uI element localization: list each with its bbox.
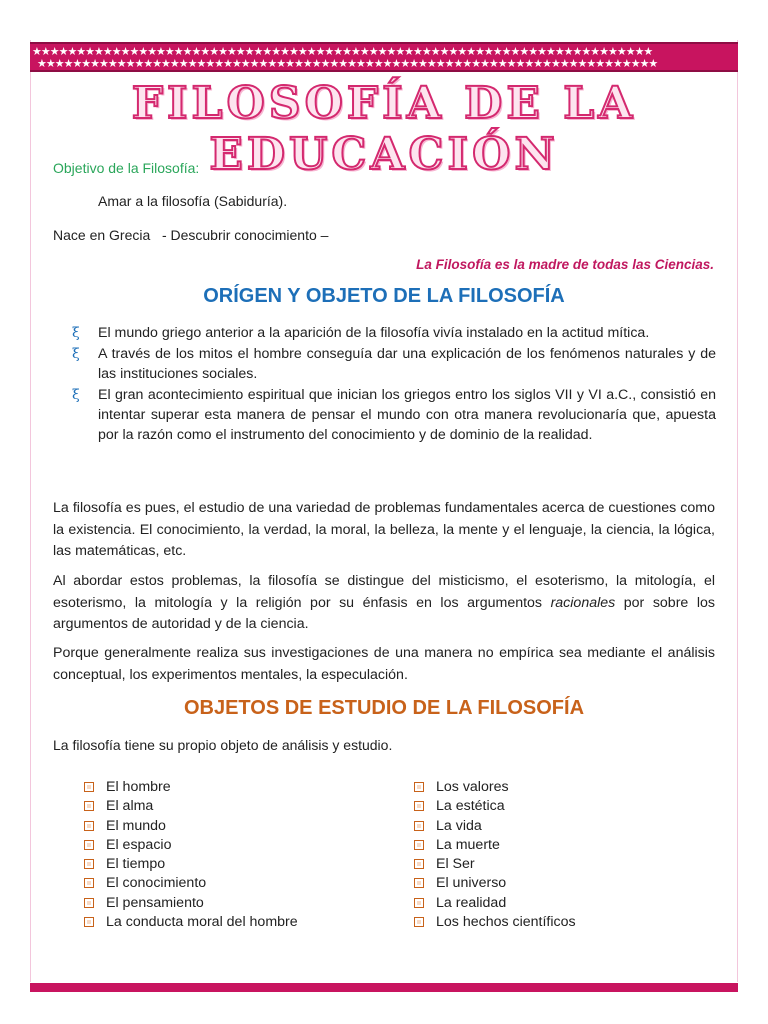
list-item-label: Los hechos científicos	[436, 914, 576, 931]
list-item	[84, 913, 298, 932]
origin-bullet-list	[72, 323, 716, 446]
star-header-band	[30, 42, 738, 72]
bullet-text: A través de los mitos el hombre conseguía dar una explicación de los fenómenos naturales y de las instituciones sociales.	[98, 346, 716, 382]
list-item	[414, 894, 576, 913]
square-box-icon	[414, 821, 424, 831]
list-item-label: La muerte	[436, 836, 500, 853]
star-icon-row: ★★★★★★★★★★★★★★★★★★★★★★★★★★★★★★★★★★★★★★★★★★★★★★★★★★★★★★★★★★★★★★★★★★★★★★	[32, 45, 653, 58]
list-item	[72, 385, 716, 445]
list-item	[84, 817, 298, 836]
page-title: FILOSOFÍA DE LA EDUCACIÓN	[131, 78, 637, 180]
list-item-label: La conducta moral del hombre	[106, 914, 298, 931]
list-item	[84, 874, 298, 893]
square-box-icon	[84, 859, 94, 869]
square-box-icon	[84, 821, 94, 831]
list-item	[414, 836, 576, 855]
section-intro: La filosofía tiene su propio objeto de análisis y estudio.	[53, 737, 393, 753]
square-box-icon	[414, 840, 424, 850]
list-item	[84, 797, 298, 816]
square-box-icon	[414, 878, 424, 888]
list-item	[72, 344, 716, 384]
list-item-label: El universo	[436, 875, 507, 892]
list-item	[72, 323, 716, 343]
list-item	[84, 836, 298, 855]
list-item	[414, 874, 576, 893]
paragraph-method: Porque generalmente realiza sus investigaciones de una manera no empírica sea mediante el análisis conceptual, los experimentos mentales, la especulación.	[53, 645, 715, 683]
footer-bar	[30, 983, 738, 992]
square-box-icon	[84, 801, 94, 811]
list-item	[414, 913, 576, 932]
list-item-label: El pensamiento	[106, 894, 204, 911]
list-item-label: El conocimiento	[106, 875, 207, 892]
origin-line: Nace en Grecia - Descubrir conocimiento –	[53, 227, 329, 243]
list-item-label: El hombre	[106, 779, 171, 795]
list-item	[414, 855, 576, 874]
paragraph-text: Al abordar estos problemas, la filosofía se distingue del misticismo, el esoterismo, la mitología, el esoterismo, la mitología y la religión por su énfasis en los argumentos	[53, 573, 715, 611]
paragraph-definition: La filosofía es pues, el estudio de una variedad de problemas fundamentales acerca de cuestiones como la existencia. El conocimiento, la verdad, la moral, la belleza, la mente y el lenguaje, la ciencia, la lógica, las matemáticas, etc.	[53, 500, 715, 559]
square-box-icon	[414, 898, 424, 908]
list-item	[84, 894, 298, 913]
list-item	[84, 778, 298, 797]
list-item	[414, 778, 576, 797]
section-heading-objects: OBJETOS DE ESTUDIO DE LA FILOSOFÍA	[183, 697, 585, 719]
list-item	[414, 797, 576, 816]
square-box-icon	[84, 878, 94, 888]
star-icon-row: ★★★★★★★★★★★★★★★★★★★★★★★★★★★★★★★★★★★★★★★★★★★★★★★★★★★★★★★★★★★★★★★★★★★★★★	[37, 57, 658, 70]
list-item-label: Los valores	[436, 779, 509, 795]
square-box-icon	[84, 782, 94, 792]
list-item	[414, 817, 576, 836]
xi-bullet-icon: ξ	[72, 346, 80, 362]
section-heading-origin: ORÍGEN Y OBJETO DE LA FILOSOFÍA	[203, 285, 565, 307]
study-objects-list-left	[84, 778, 298, 932]
list-item	[84, 855, 298, 874]
square-box-icon	[414, 801, 424, 811]
paragraph-distinction	[53, 571, 715, 636]
square-box-icon	[84, 917, 94, 927]
list-item-label: El alma	[106, 798, 154, 815]
square-box-icon	[84, 840, 94, 850]
xi-bullet-icon: ξ	[72, 387, 80, 403]
objective-text: Amar a la filosofía (Sabiduría).	[98, 193, 288, 209]
square-box-icon	[414, 782, 424, 792]
square-box-icon	[84, 898, 94, 908]
list-item-label: La vida	[436, 817, 482, 834]
list-item-label: La estética	[436, 798, 505, 815]
philosophy-quote: La Filosofía es la madre de todas las Ciencias.	[416, 257, 714, 272]
list-item-label: El tiempo	[106, 856, 166, 873]
study-objects-list-right	[414, 778, 576, 932]
square-box-icon	[414, 917, 424, 927]
bullet-text: El mundo griego anterior a la aparición de la filosofía vivía instalado en la actitud mítica.	[98, 325, 650, 341]
list-item-label: La realidad	[436, 894, 507, 911]
emphasis-text: racionales	[550, 594, 616, 611]
list-item-label: El mundo	[106, 817, 166, 834]
paragraph-text: por sobre los argumentos de autoridad y de la ciencia.	[53, 594, 715, 632]
square-box-icon	[414, 859, 424, 869]
bullet-text: El gran acontecimiento espiritual que inician los griegos entro los siglos VII y VI a.C., consistió en intentar superar esta manera de pensar el mundo con otra manera revolucionaría que, apuesta por la razón como el instrumento del conocimiento y de dominio de la realidad.	[98, 387, 716, 443]
xi-bullet-icon: ξ	[72, 325, 80, 341]
objective-label: Objetivo de la Filosofía:	[53, 160, 200, 176]
list-item-label: El Ser	[436, 856, 475, 873]
list-item-label: El espacio	[106, 836, 172, 853]
